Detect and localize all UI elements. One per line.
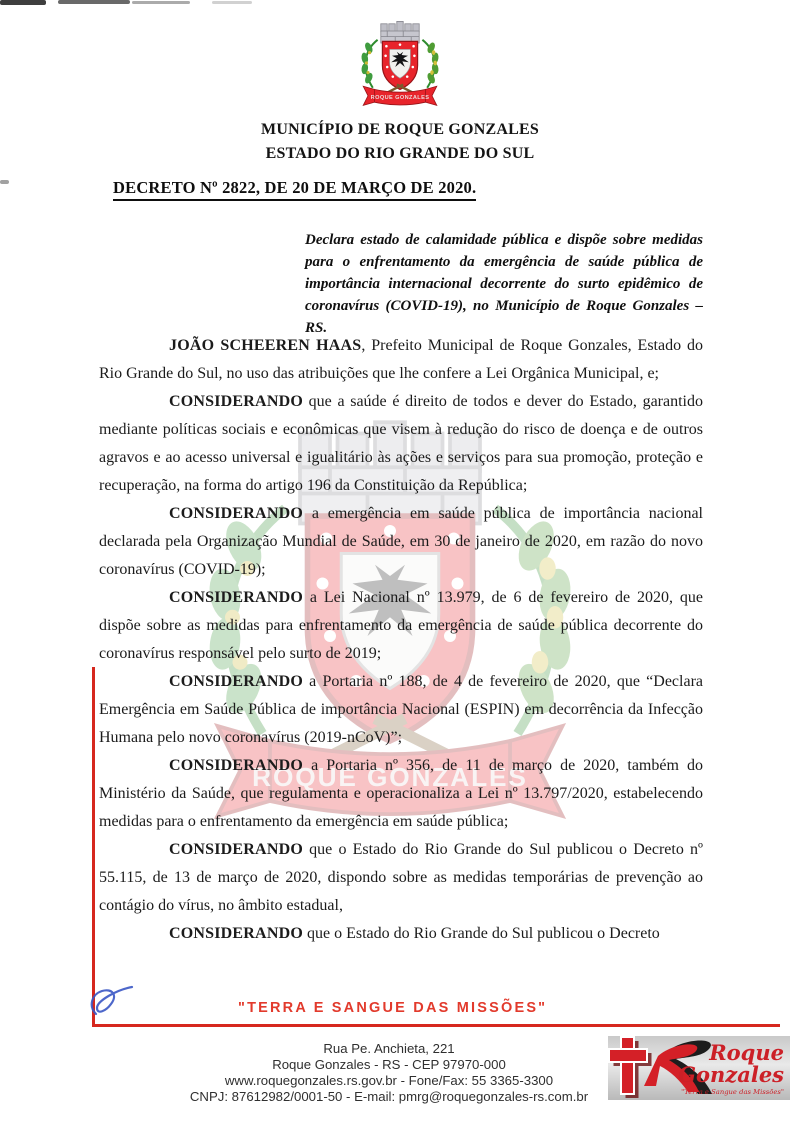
decree-paragraph [99,920,703,948]
decree-title: DECRETO Nº 2822, DE 20 DE MARÇO DE 2020. [113,178,476,201]
logo-name-line1: Roque [709,1040,784,1065]
municipality-name: MUNICÍPIO DE ROQUE GONZALES [261,121,539,138]
decree-paragraph [99,752,703,836]
paragraph-lead: CONSIDERANDO [169,841,303,858]
paragraph-lead: JOÃO SCHEEREN HAAS [169,337,362,354]
paragraph-text: a emergência em saúde pública de importância nacional declarada pela Organização Mundial de Saúde, em 30 de janeiro de 2020, em razão do novo coronavírus (COVID-19); [99,505,703,578]
decree-summary: Declara estado de calamidade pública e dispõe sobre medidas para o enfrentamento da emergência de saúde pública de importância internacional decorrente do surto epidêmico de coronavírus (COVID-19), no Município de Roque Gonzales – RS. [305,232,703,336]
scan-smudge [0,180,9,184]
paragraph-lead: CONSIDERANDO [169,505,303,522]
footer-site-phone: www.roquegonzales.rs.gov.br - Fone/Fax: 55 3365-3300 [224,1073,554,1088]
paragraph-text: que o Estado do Rio Grande do Sul publicou o Decreto [302,925,660,942]
paragraph-lead: CONSIDERANDO [169,673,303,690]
paragraph-lead: CONSIDERANDO [169,925,303,942]
decree-paragraph [99,332,703,388]
paragraph-lead: CONSIDERANDO [169,757,303,774]
footer-cnpj-email: CNPJ: 87612982/0001-50 - E-mail: pmrg@roquegonzales-rs.com.br [189,1089,589,1104]
pen-mark [88,982,142,1024]
paragraph-text: a Lei Nacional nº 13.979, de 6 de fevereiro de 2020, que dispõe sobre as medidas para enfrentamento da emergência de saúde pública decorrente do coronavírus responsável pelo surto de 2019; [99,589,703,662]
scan-smudge [0,0,46,5]
coat-of-arms-icon [352,14,448,120]
paragraph-text: que o Estado do Rio Grande do Sul publicou o Decreto nº 55.115, de 13 de março de 2020, dispondo sobre as medidas temporárias de prevenção ao contágio do vírus, no âmbito estadual, [99,841,703,914]
paragraph-lead: CONSIDERANDO [169,393,303,410]
paragraph-text: a Portaria nº 356, de 11 de março de 2020, também do Ministério da Saúde, que regulamenta e operacionaliza a Lei nº 13.797/2020, estabelecendo medidas para o enfrentamento da emergência em saúde pública; [99,757,703,830]
paragraph-lead: CONSIDERANDO [169,589,303,606]
letterhead-slogan: "TERRA E SANGUE DAS MISSÕES" [238,1000,548,1016]
letterhead-frame-left [92,667,95,1027]
scan-smudge [132,1,190,4]
footer-address: Rua Pe. Anchieta, 221 [323,1041,455,1056]
paragraph-text: , Prefeito Municipal de Roque Gonzales, Estado do Rio Grande do Sul, no uso das atribuições que lhe confere a Lei Orgânica Municipal, e; [99,337,703,382]
state-name: ESTADO DO RIO GRANDE DO SUL [265,145,535,162]
decree-paragraph [99,584,703,668]
letterhead-frame-bottom [92,1024,780,1027]
decree-paragraph [99,500,703,584]
footer-city-cep: Roque Gonzales - RS - CEP 97970-000 [272,1057,506,1072]
paragraph-text: que a saúde é direito de todos e dever do Estado, garantido mediante políticas sociais e econômicas que visem à redução do risco de doença e de outros agravos e ao acesso universal e igualitário às ações e serviços para sua promoção, proteção e recuperação, na forma do artigo 196 da Constituição da República; [99,393,703,494]
scan-smudge [212,1,252,4]
decree-body [99,332,703,948]
decree-paragraph [99,836,703,920]
paragraph-text: a Portaria nº 188, de 4 de fevereiro de 2020, que “Declara Emergência em Saúde Pública de importância Nacional (ESPIN) em decorrência da Infecção Humana pelo novo coronavírus (2019-nCoV)”; [99,673,703,746]
letterhead-header [0,118,800,166]
logo-slogan: "Terra e Sangue das Missões" [681,1088,784,1096]
decree-paragraph [99,388,703,500]
logo-name-line2: Gonzales [678,1062,784,1087]
municipal-logo [608,1034,790,1102]
decree-paragraph [99,668,703,752]
scan-smudge [58,0,130,4]
